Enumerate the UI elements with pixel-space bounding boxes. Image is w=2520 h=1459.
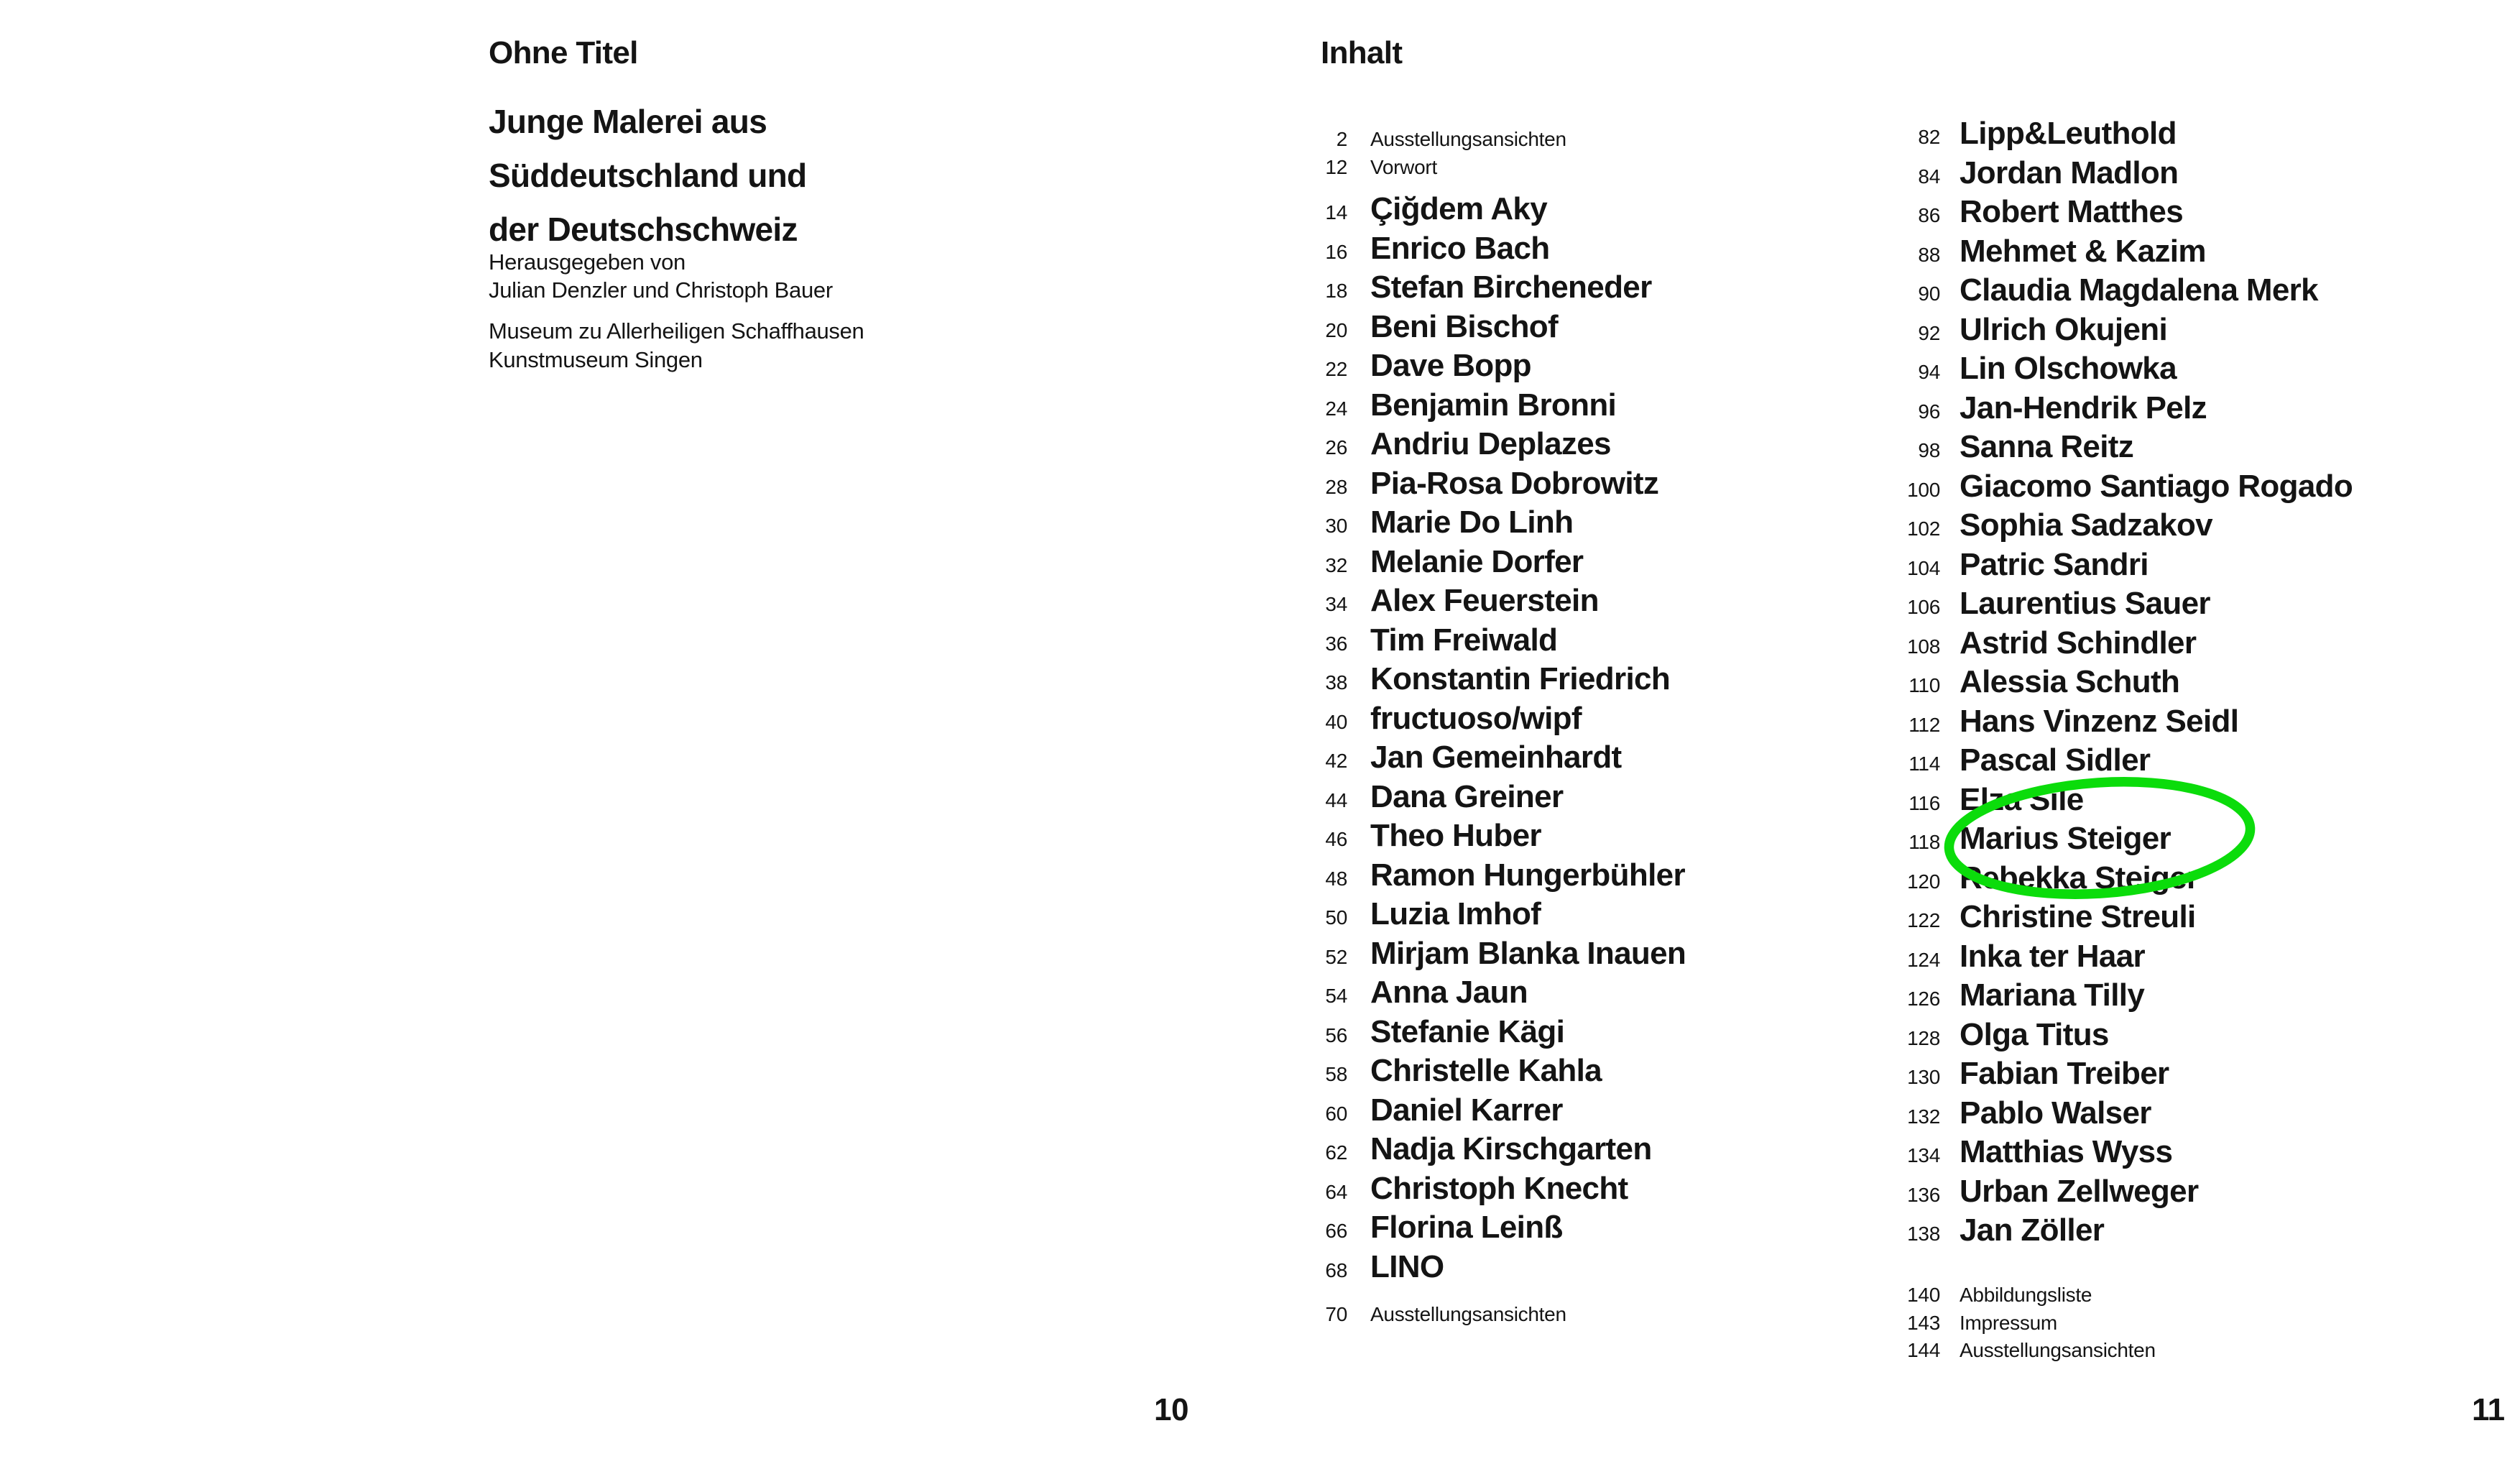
toc-entry-label: Vorwort <box>1370 155 1437 178</box>
toc-row <box>1297 268 1686 308</box>
toc-row <box>1297 1013 1686 1052</box>
toc-page-number: 106 <box>1907 596 1940 618</box>
toc-row <box>1297 229 1686 269</box>
toc-page-number: 140 <box>1907 1284 1940 1306</box>
toc-entry-label: Claudia Magdalena Merk <box>1960 272 2318 308</box>
toc-page-number: 62 <box>1325 1141 1347 1164</box>
toc-row <box>1297 856 1686 896</box>
editors-credit <box>489 248 833 304</box>
toc-page-number: 40 <box>1325 710 1347 733</box>
toc-row <box>1890 349 2353 389</box>
toc-page-number: 114 <box>1909 752 1940 775</box>
toc-row <box>1297 1208 1686 1248</box>
toc-entry-label: Andriu Deplazes <box>1370 426 1611 461</box>
toc-row <box>1890 1094 2353 1133</box>
toc-entry-label: Sophia Sadzakov <box>1960 507 2212 543</box>
toc-entry-label: Luzia Imhof <box>1370 896 1541 931</box>
toc-row <box>1297 816 1686 856</box>
toc-row <box>1297 1248 1686 1287</box>
toc-row <box>1297 503 1686 543</box>
toc-row <box>1297 425 1686 464</box>
toc-entry-label: Hans Vinzenz Seidl <box>1960 703 2239 739</box>
toc-column2-artists <box>1890 114 2353 1251</box>
toc-entry-label: Inka ter Haar <box>1960 938 2145 974</box>
toc-page-number: 136 <box>1907 1183 1940 1206</box>
toc-page-number: 66 <box>1325 1220 1347 1242</box>
toc-page-number: 20 <box>1325 318 1347 341</box>
toc-entry-label: Ausstellungsansichten <box>1960 1339 2156 1361</box>
toc-entry-label: Pablo Walser <box>1960 1095 2151 1131</box>
toc-page-number: 120 <box>1907 870 1940 893</box>
toc-row <box>1297 778 1686 817</box>
toc-entry-label: Alessia Schuth <box>1960 664 2180 699</box>
toc-entry-label: Melanie Dorfer <box>1370 543 1584 579</box>
toc-page-number: 102 <box>1907 517 1940 540</box>
toc-page-number: 24 <box>1325 397 1347 420</box>
toc-row <box>1297 660 1686 699</box>
toc-row <box>1890 1337 2156 1365</box>
toc-page-number: 138 <box>1907 1223 1940 1245</box>
toc-entry-label: Mirjam Blanka Inauen <box>1370 935 1686 971</box>
toc-page-number: 94 <box>1918 361 1940 383</box>
toc-entry-label: Enrico Bach <box>1370 230 1550 266</box>
toc-entry-label: fructuoso/wipf <box>1370 700 1582 736</box>
toc-page-number: 110 <box>1909 674 1940 696</box>
toc-row <box>1297 346 1686 386</box>
toc-row <box>1890 389 2353 428</box>
text-line: Junge Malerei aus <box>489 103 767 140</box>
toc-entry-label: Konstantin Friedrich <box>1370 661 1671 696</box>
toc-row <box>1297 699 1686 739</box>
toc-entry-label: Tim Freiwald <box>1370 622 1558 658</box>
toc-column2-backmatter <box>1890 1281 2156 1365</box>
toc-page-number: 26 <box>1325 436 1347 459</box>
toc-row <box>1297 154 1566 182</box>
toc-row <box>1890 1172 2353 1212</box>
toc-page-number: 36 <box>1325 632 1347 655</box>
toc-entry-label: Jan-Hendrik Pelz <box>1960 390 2207 425</box>
toc-entry-label: Christoph Knecht <box>1370 1170 1628 1206</box>
toc-entry-label: Laurentius Sauer <box>1960 586 2210 621</box>
toc-entry-label: Stefan Bircheneder <box>1370 270 1652 305</box>
toc-entry-label: Marius Steiger <box>1960 821 2171 856</box>
toc-entry-label: LINO <box>1370 1248 1444 1284</box>
toc-page-number: 2 <box>1336 128 1347 150</box>
toc-row <box>1890 232 2353 272</box>
toc-entry-label: Ausstellungsansichten <box>1370 1303 1566 1325</box>
toc-entry-label: Matthias Wyss <box>1960 1134 2173 1169</box>
toc-row <box>1890 310 2353 350</box>
toc-entry-label: Dana Greiner <box>1370 778 1564 814</box>
toc-entry-label: Çiğdem Aky <box>1370 191 1548 226</box>
toc-row <box>1890 741 2353 781</box>
toc-page-number: 96 <box>1918 400 1940 423</box>
toc-entry-label: Astrid Schindler <box>1960 625 2197 661</box>
toc-row <box>1890 624 2353 663</box>
toc-row <box>1890 898 2353 937</box>
page-number-right: 11 <box>2472 1392 2505 1427</box>
text-line: Herausgegeben von <box>489 249 686 275</box>
toc-row <box>1297 934 1686 974</box>
toc-row <box>1297 1051 1686 1091</box>
toc-row <box>1890 467 2353 507</box>
toc-entry-label: Ausstellungsansichten <box>1370 128 1566 150</box>
toc-page-number: 52 <box>1325 945 1347 968</box>
toc-page-number: 28 <box>1325 475 1347 498</box>
toc-heading: Inhalt <box>1321 35 1403 70</box>
toc-row <box>1297 126 1566 154</box>
toc-row <box>1890 859 2353 898</box>
toc-entry-label: Jordan Madlon <box>1960 155 2179 190</box>
toc-page-number: 22 <box>1325 358 1347 380</box>
toc-page-number: 84 <box>1918 165 1940 188</box>
toc-entry-label: Florina Leinß <box>1370 1210 1563 1245</box>
toc-page-number: 54 <box>1325 985 1347 1007</box>
toc-page-number: 42 <box>1325 750 1347 772</box>
toc-entry-label: Jan Zöller <box>1960 1212 2105 1248</box>
toc-page-number: 144 <box>1907 1339 1940 1361</box>
toc-page-number: 14 <box>1325 201 1347 224</box>
toc-page-number: 134 <box>1907 1144 1940 1166</box>
toc-page-number: 18 <box>1325 280 1347 302</box>
toc-page-number: 48 <box>1325 867 1347 890</box>
text-line: der Deutschschweiz <box>489 211 798 248</box>
toc-page-number: 44 <box>1325 788 1347 811</box>
toc-column1-frontmatter <box>1297 126 1566 181</box>
toc-entry-label: Anna Jaun <box>1370 975 1528 1010</box>
toc-row <box>1890 663 2353 702</box>
toc-page-number: 70 <box>1325 1303 1347 1325</box>
toc-page-number: 116 <box>1909 791 1940 814</box>
toc-page-number: 64 <box>1325 1180 1347 1203</box>
toc-page-number: 16 <box>1325 240 1347 263</box>
toc-row <box>1890 781 2353 820</box>
page-title: Ohne Titel <box>489 35 638 70</box>
toc-page-number: 88 <box>1918 243 1940 266</box>
toc-entry-label: Daniel Karrer <box>1370 1092 1563 1128</box>
toc-page-number: 38 <box>1325 671 1347 694</box>
toc-row <box>1890 976 2353 1016</box>
toc-row <box>1297 1301 1566 1329</box>
toc-row <box>1297 308 1686 347</box>
text-line: Julian Denzler und Christoph Bauer <box>489 277 833 303</box>
toc-row <box>1890 1016 2353 1055</box>
toc-entry-label: Elza Sile <box>1960 781 2084 817</box>
toc-entry-label: Patric Sandri <box>1960 546 2149 582</box>
toc-row <box>1890 193 2353 232</box>
toc-page-number: 50 <box>1325 906 1347 929</box>
toc-row <box>1297 738 1686 778</box>
toc-row <box>1890 819 2353 859</box>
toc-row <box>1890 154 2353 193</box>
toc-page-number: 32 <box>1325 553 1347 576</box>
toc-page-number: 82 <box>1918 126 1940 148</box>
toc-entry-label: Stefanie Kägi <box>1370 1013 1565 1049</box>
toc-row <box>1297 581 1686 621</box>
toc-entry-label: Pascal Sidler <box>1960 742 2151 778</box>
toc-page-number: 104 <box>1907 556 1940 579</box>
toc-page-number: 122 <box>1907 909 1940 931</box>
toc-page-number: 126 <box>1907 988 1940 1010</box>
toc-row <box>1890 1133 2353 1172</box>
toc-row <box>1890 584 2353 624</box>
toc-row <box>1890 937 2353 977</box>
toc-row <box>1890 114 2353 154</box>
toc-entry-label: Ulrich Okujeni <box>1960 311 2168 347</box>
toc-row <box>1890 702 2353 742</box>
toc-row <box>1297 895 1686 934</box>
toc-page-number: 124 <box>1907 948 1940 971</box>
toc-entry-label: Pia-Rosa Dobrowitz <box>1370 465 1659 501</box>
toc-entry-label: Impressum <box>1960 1311 2057 1334</box>
toc-page-number: 30 <box>1325 515 1347 537</box>
toc-page-number: 98 <box>1918 439 1940 461</box>
toc-entry-label: Sanna Reitz <box>1960 429 2134 464</box>
toc-page-number: 132 <box>1907 1105 1940 1128</box>
toc-page-number: 58 <box>1325 1063 1347 1085</box>
toc-entry-label: Theo Huber <box>1370 818 1541 853</box>
toc-entry-label: Olga Titus <box>1960 1016 2109 1052</box>
toc-page-number: 34 <box>1325 593 1347 615</box>
toc-row <box>1890 1310 2156 1338</box>
toc-entry-label: Rebekka Steiger <box>1960 860 2199 896</box>
toc-row <box>1297 973 1686 1013</box>
toc-row <box>1297 543 1686 582</box>
text-line: Museum zu Allerheiligen Schaffhausen <box>489 318 864 344</box>
toc-row <box>1297 1130 1686 1169</box>
toc-entry-label: Jan Gemeinhardt <box>1370 740 1622 775</box>
toc-page-number: 60 <box>1325 1102 1347 1125</box>
toc-row <box>1297 190 1686 229</box>
toc-row <box>1297 386 1686 425</box>
toc-column1-artists <box>1297 190 1686 1287</box>
book-subtitle <box>489 95 806 257</box>
toc-row <box>1890 1054 2353 1094</box>
toc-entry-label: Christine Streuli <box>1960 899 2196 934</box>
toc-page-number: 46 <box>1325 828 1347 850</box>
toc-row <box>1297 621 1686 661</box>
toc-entry-label: Urban Zellweger <box>1960 1173 2199 1209</box>
toc-entry-label: Fabian Treiber <box>1960 1056 2169 1091</box>
toc-row <box>1297 1091 1686 1131</box>
toc-row <box>1297 1169 1686 1209</box>
toc-entry-label: Ramon Hungerbühler <box>1370 857 1685 893</box>
toc-page-number: 130 <box>1907 1066 1940 1088</box>
toc-page-number: 100 <box>1907 478 1940 501</box>
toc-row <box>1890 428 2353 467</box>
toc-row <box>1890 1281 2156 1310</box>
toc-entry-label: Lipp&Leuthold <box>1960 116 2177 151</box>
toc-entry-label: Robert Matthes <box>1960 194 2184 229</box>
museums-credit <box>489 317 864 374</box>
toc-page-number: 108 <box>1907 635 1940 658</box>
toc-page-number: 92 <box>1918 321 1940 344</box>
toc-entry-label: Dave Bopp <box>1370 348 1531 383</box>
toc-page-number: 12 <box>1325 155 1347 178</box>
toc-page-number: 112 <box>1909 713 1940 736</box>
toc-entry-label: Beni Bischof <box>1370 308 1559 344</box>
toc-entry-label: Christelle Kahla <box>1370 1053 1602 1088</box>
toc-row <box>1890 1211 2353 1251</box>
toc-row <box>1890 506 2353 546</box>
toc-page-number: 90 <box>1918 282 1940 305</box>
toc-entry-label: Marie Do Linh <box>1370 505 1574 540</box>
toc-entry-label: Nadja Kirschgarten <box>1370 1131 1652 1166</box>
toc-page-number: 143 <box>1907 1311 1940 1334</box>
toc-entry-label: Mariana Tilly <box>1960 977 2145 1013</box>
toc-entry-label: Lin Olschowka <box>1960 351 2177 386</box>
toc-column1-backmatter <box>1297 1301 1566 1329</box>
page-number-left: 10 <box>1154 1392 1189 1427</box>
toc-entry-label: Benjamin Bronni <box>1370 387 1617 423</box>
text-line: Süddeutschland und <box>489 157 807 194</box>
toc-row <box>1297 464 1686 504</box>
toc-page-number: 128 <box>1907 1026 1940 1049</box>
text-line: Kunstmuseum Singen <box>489 347 703 372</box>
toc-entry-label: Alex Feuerstein <box>1370 583 1599 618</box>
toc-row <box>1890 546 2353 585</box>
toc-page-number: 56 <box>1325 1023 1347 1046</box>
toc-entry-label: Giacomo Santiago Rogado <box>1960 468 2353 504</box>
toc-page-number: 118 <box>1909 831 1940 853</box>
toc-entry-label: Abbildungsliste <box>1960 1284 2092 1306</box>
toc-page-number: 68 <box>1325 1258 1347 1281</box>
toc-row <box>1890 271 2353 310</box>
toc-entry-label: Mehmet & Kazim <box>1960 233 2206 269</box>
toc-page-number: 86 <box>1918 204 1940 226</box>
